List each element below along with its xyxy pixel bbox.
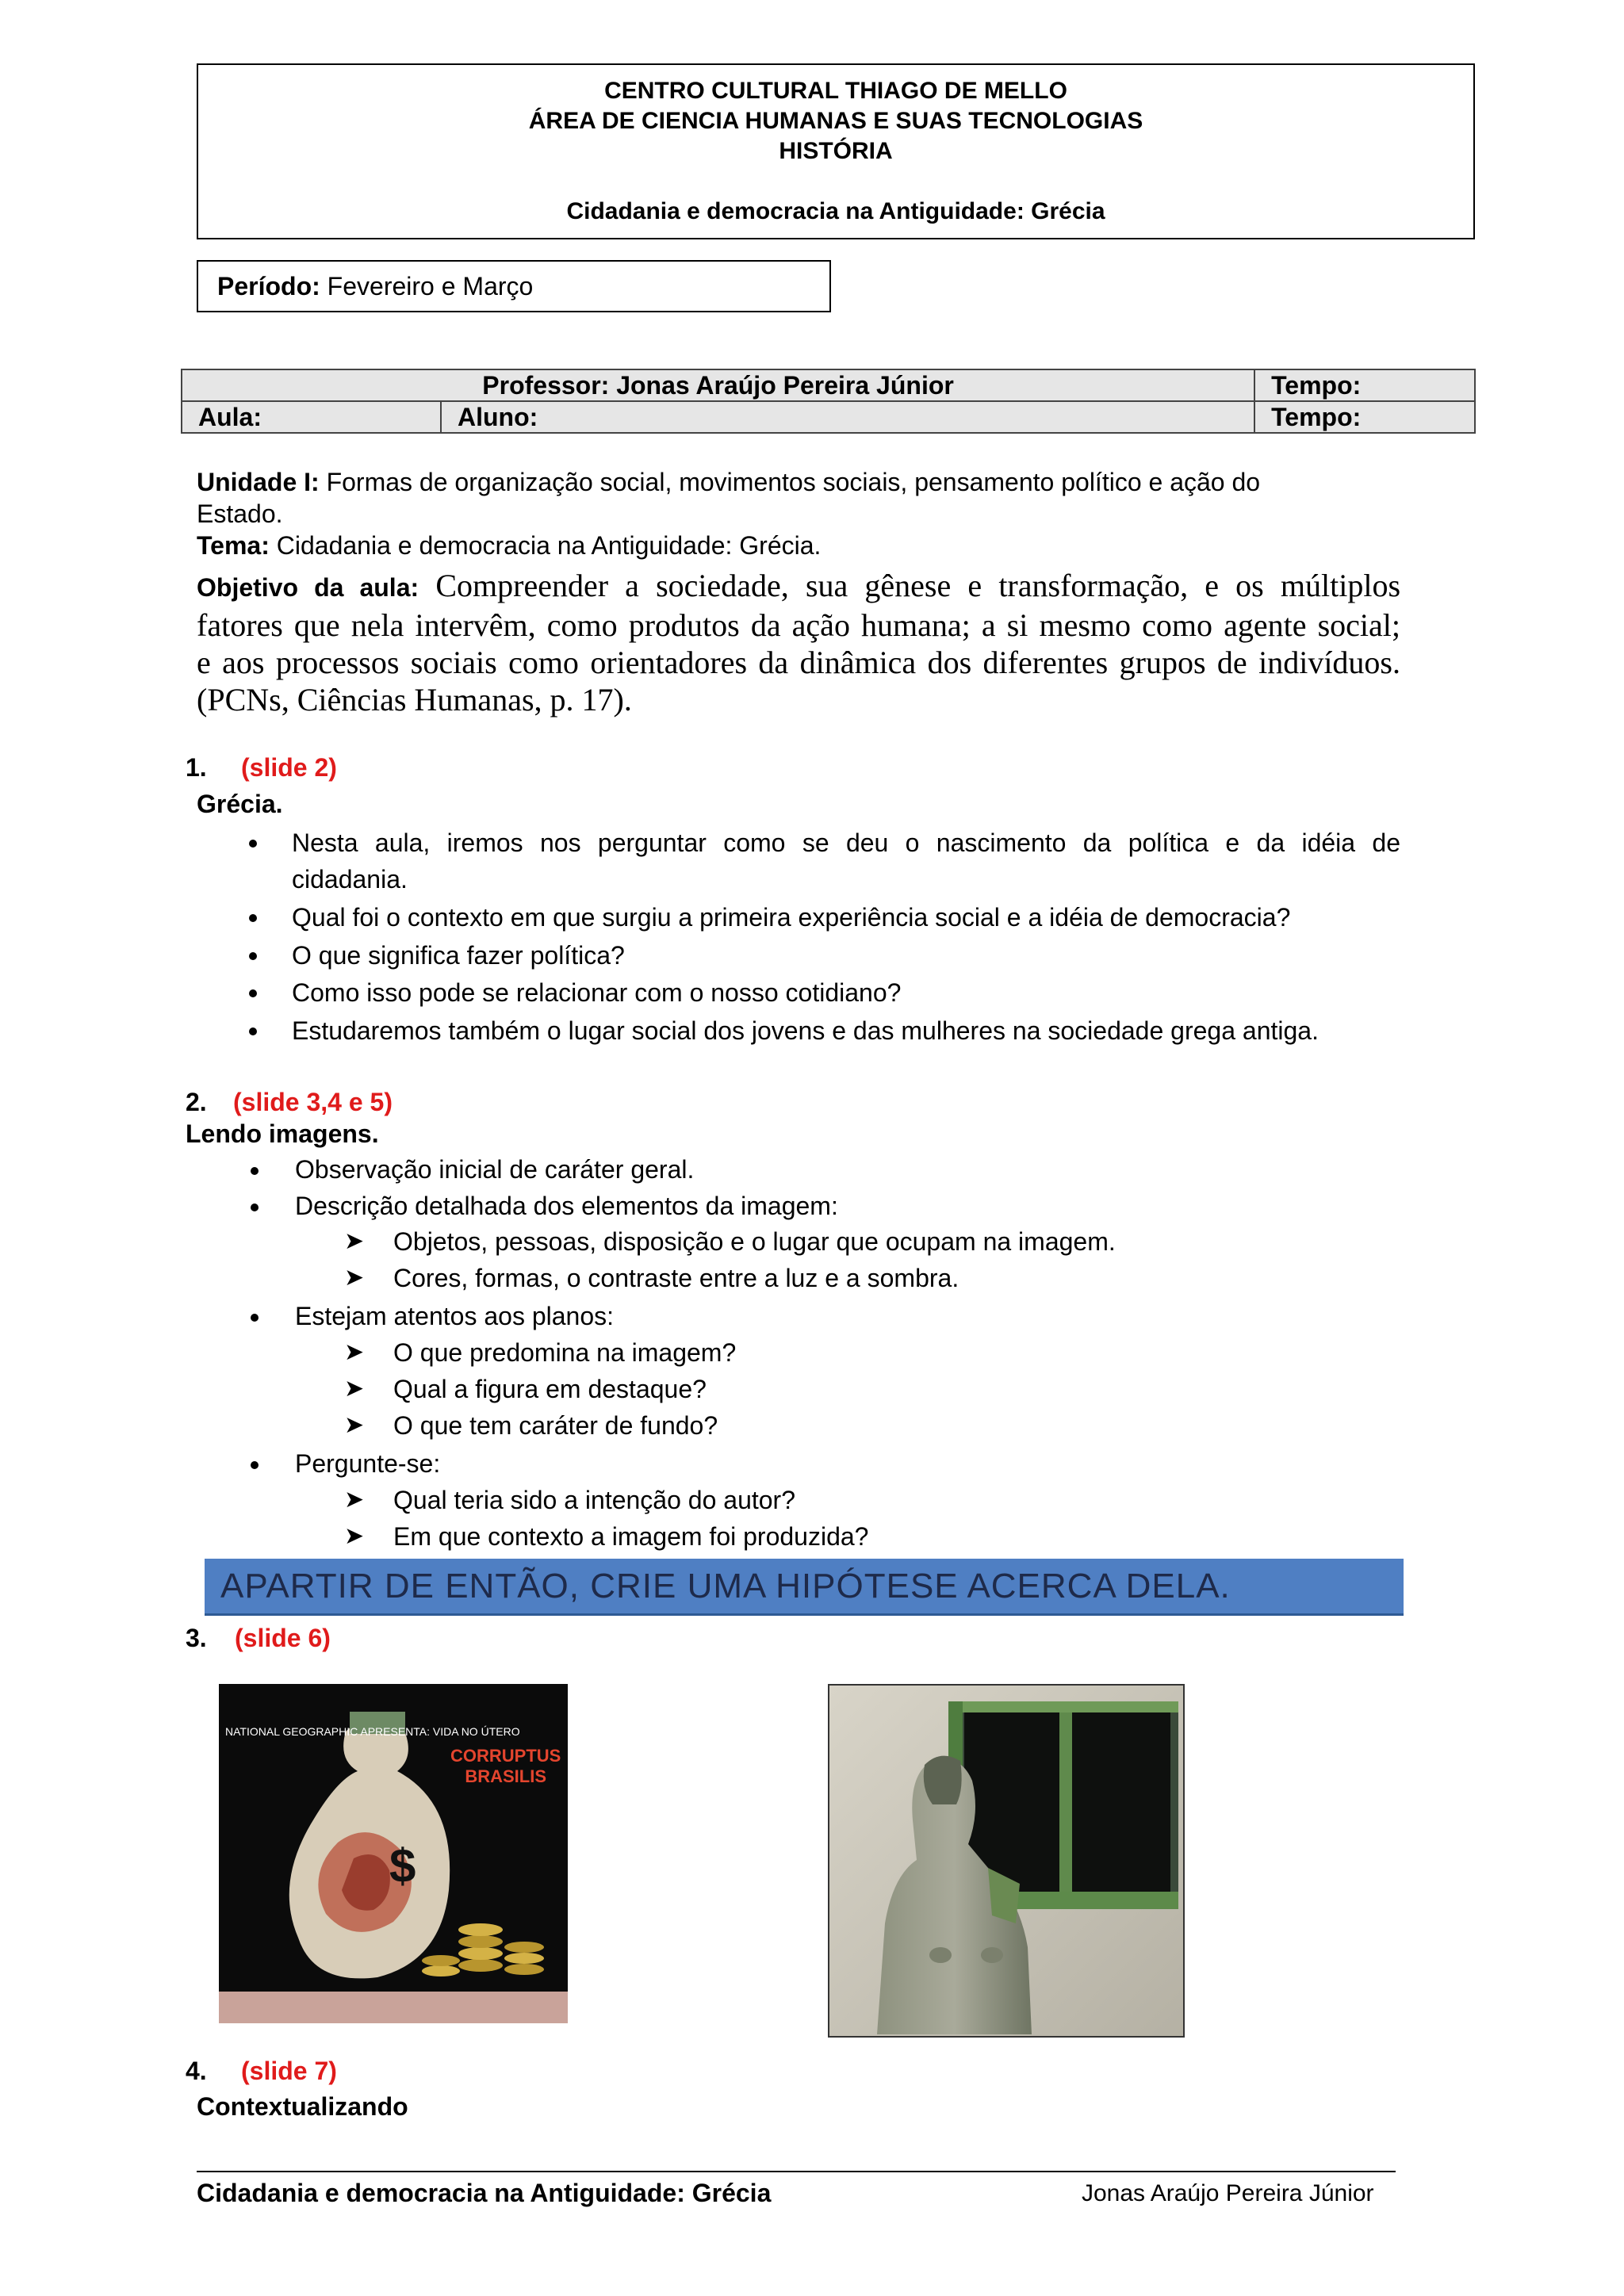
section-1-bullet-5: Estudaremos também o lugar social dos jovens e das mulheres na sociedade grega antiga.	[292, 1016, 1319, 1045]
unidade-block	[197, 466, 1481, 561]
objetivo-line-3: e aos processos sociais como orientadores da dinâmica dos diferentes grupos de indivíduos.	[197, 645, 1400, 680]
poster-title-line-2: BRASILIS	[465, 1766, 547, 1786]
section-4-title: Contextualizando	[197, 2092, 408, 2121]
section-3-slide: (slide 6)	[235, 1624, 331, 1652]
bullet-icon	[251, 1314, 259, 1322]
banner-text: APARTIR DE ENTÃO, CRIE UMA HIPÓTESE ACERCA DELA.	[220, 1567, 1231, 1605]
arrow-bullet-icon: ➤	[344, 1487, 365, 1513]
periodo-value: Fevereiro e Março	[320, 272, 534, 300]
section-2-bullet-4: Pergunte-se:	[295, 1449, 441, 1478]
arrow-bullet-icon: ➤	[344, 1376, 365, 1402]
periodo-label: Período:	[217, 272, 320, 300]
section-2-sub-2: Cores, formas, o contraste entre a luz e a sombra.	[393, 1264, 959, 1292]
bullet-icon	[251, 1203, 259, 1211]
footer-title: Cidadania e democracia na Antiguidade: Grécia	[197, 2179, 772, 2207]
tempo-cell-1: Tempo:	[1254, 369, 1475, 401]
svg-text:$: $	[389, 1839, 416, 1892]
arrow-bullet-icon: ➤	[344, 1265, 365, 1291]
section-1-bullet-3: O que significa fazer política?	[292, 941, 625, 970]
objetivo-block	[197, 567, 1400, 718]
bullet-icon	[249, 952, 257, 960]
unidade-label: Unidade I:	[197, 468, 320, 496]
poster-title	[450, 1746, 561, 1787]
objetivo-line-4: (PCNs, Ciências Humanas, p. 17).	[197, 682, 632, 718]
document-title: Cidadania e democracia na Antiguidade: Grécia	[566, 198, 1105, 224]
section-2-sub-3: O que predomina na imagem?	[393, 1338, 737, 1367]
corruptus-brasilis-image	[219, 1684, 568, 2023]
section-1-bullet-2: Qual foi o contexto em que surgiu a primeira experiência social e a idéia de democracia?	[292, 903, 1291, 932]
section-4-number: 4.	[186, 2057, 207, 2085]
periodo-box	[197, 260, 831, 312]
arrow-bullet-icon: ➤	[344, 1339, 365, 1365]
info-table	[181, 369, 1476, 434]
arrow-bullet-icon: ➤	[344, 1523, 365, 1549]
aluno-cell: Aluno:	[441, 401, 1254, 433]
footer-divider	[197, 2171, 1396, 2172]
painted-figure-image	[828, 1684, 1185, 2038]
subject-name: HISTÓRIA	[779, 138, 893, 164]
professor-cell: Professor: Jonas Araújo Pereira Júnior	[182, 369, 1254, 401]
section-1-slide: (slide 2)	[241, 753, 337, 782]
section-1-title: Grécia.	[197, 790, 283, 818]
area-name: ÁREA DE CIENCIA HUMANAS E SUAS TECNOLOGIAS	[528, 108, 1143, 134]
bullet-icon	[251, 1461, 259, 1469]
window-figure-illustration	[829, 1686, 1183, 2036]
section-2-sub-1: Objetos, pessoas, disposição e o lugar que ocupam na imagem.	[393, 1227, 1116, 1256]
bullet-icon	[249, 840, 257, 848]
footer-author: Jonas Araújo Pereira Júnior	[1082, 2180, 1374, 2206]
arrow-bullet-icon: ➤	[344, 1412, 365, 1438]
section-3-number: 3.	[186, 1624, 207, 1652]
hypothesis-banner	[205, 1559, 1404, 1616]
bullet-icon	[249, 914, 257, 922]
unidade-text-1: Formas de organização social, movimentos sociais, pensamento político e ação do	[319, 468, 1261, 496]
section-2-number: 2.	[186, 1088, 207, 1116]
bullet-icon	[251, 1167, 259, 1175]
section-2-slide: (slide 3,4 e 5)	[233, 1088, 393, 1116]
aula-cell: Aula:	[182, 401, 441, 433]
poster-caption: NATIONAL GEOGRAPHIC APRESENTA: VIDA NO ÚTERO	[225, 1725, 520, 1738]
section-1-bullet-4: Como isso pode se relacionar com o nosso cotidiano?	[292, 978, 902, 1007]
tema-label: Tema:	[197, 531, 270, 560]
section-2-sub-4: Qual a figura em destaque?	[393, 1375, 707, 1403]
section-4-slide: (slide 7)	[241, 2057, 337, 2085]
section-2-sub-5: O que tem caráter de fundo?	[393, 1411, 718, 1440]
section-2-bullet-1: Observação inicial de caráter geral.	[295, 1155, 695, 1184]
section-1-number: 1.	[186, 753, 207, 782]
poster-title-line-1: CORRUPTUS	[450, 1746, 561, 1766]
tema-text: Cidadania e democracia na Antiguidade: Grécia.	[269, 531, 822, 560]
document-header	[197, 63, 1475, 239]
unidade-text-2: Estado.	[197, 499, 283, 528]
section-2-bullet-3: Estejam atentos aos planos:	[295, 1302, 615, 1330]
bullet-icon	[249, 1027, 257, 1035]
section-1-bullet-1-cont: cidadania.	[292, 865, 408, 894]
section-2-sub-7: Em que contexto a imagem foi produzida?	[393, 1522, 869, 1551]
section-1-bullet-1: Nesta aula, iremos nos perguntar como se deu o nascimento da política e da idéia de	[292, 828, 1400, 857]
institution-name: CENTRO CULTURAL THIAGO DE MELLO	[604, 78, 1067, 104]
objetivo-line-2: fatores que nela intervêm, como produtos da ação humana; a si mesmo como agente social;	[197, 607, 1400, 643]
section-2-sub-6: Qual teria sido a intenção do autor?	[393, 1486, 795, 1514]
objetivo-label: Objetivo da aula:	[197, 573, 419, 602]
section-2-title: Lendo imagens.	[186, 1119, 379, 1148]
arrow-bullet-icon: ➤	[344, 1228, 365, 1254]
tempo-cell-2: Tempo:	[1254, 401, 1475, 433]
bullet-icon	[249, 989, 257, 997]
section-2-bullet-2: Descrição detalhada dos elementos da imagem:	[295, 1192, 838, 1220]
objetivo-line-1: Compreender a sociedade, sua gênese e transformação, e os múltiplos	[435, 568, 1401, 603]
